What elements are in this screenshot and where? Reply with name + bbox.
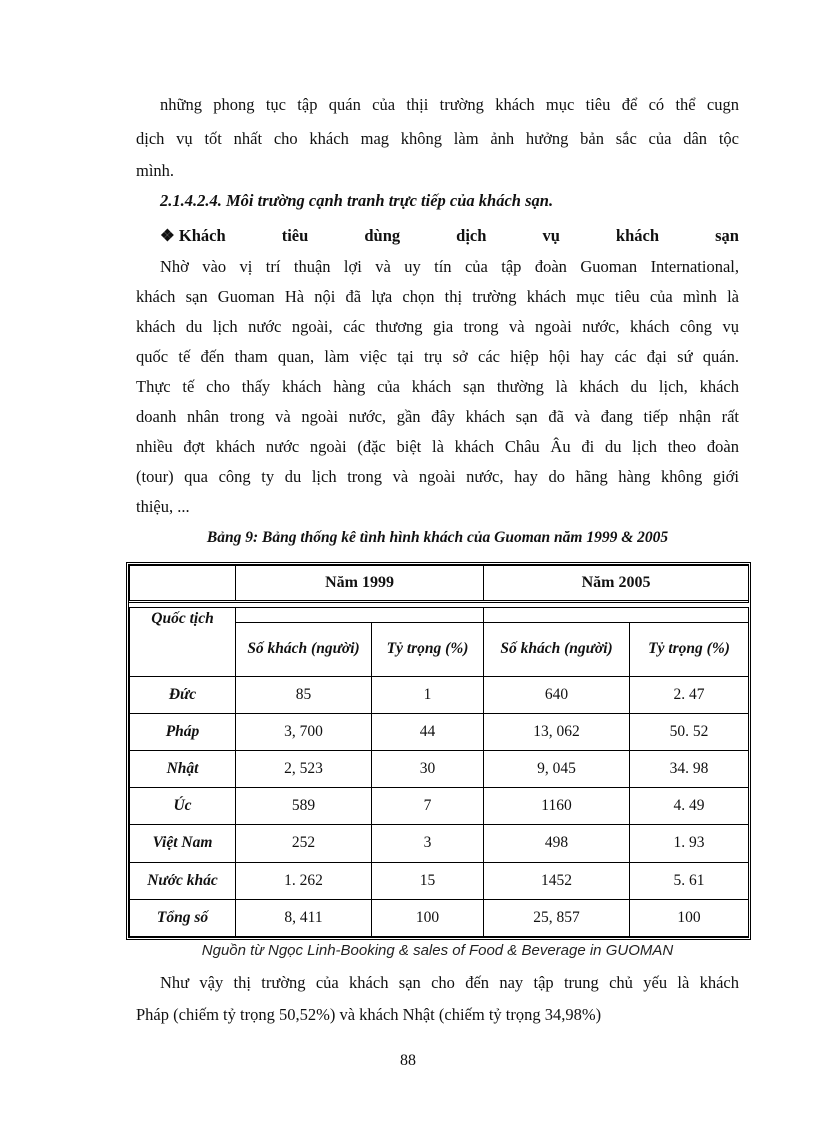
guests-1999-cell: 3, 700	[236, 713, 372, 750]
table-row	[130, 788, 749, 825]
paragraph2-line-5: Thực tế cho thấy khách hàng của khách sạn thường là khách du lịch, khách	[136, 377, 739, 396]
share-1999-cell: 30	[372, 750, 484, 787]
share-2005-cell: 5. 61	[630, 862, 749, 899]
bullet-word-5: vụ	[542, 226, 560, 245]
table-blank-row	[130, 608, 749, 623]
paragraph2-line-2: khách sạn Guoman Hà nội đã lựa chọn thị trường khách mục tiêu của mình là	[136, 287, 739, 306]
paragraph2-line-6: doanh nhân trong và ngoài nước, gần đây khách sạn đã và đang tiếp nhận rất	[136, 407, 739, 426]
share-2005-cell: 4. 49	[630, 788, 749, 825]
guests-1999-cell: 85	[236, 676, 372, 713]
paragraph3-line-1: Như vậy thị trường của khách sạn cho đến nay tập trung chủ yếu là khách	[160, 973, 739, 992]
page-number: 88	[400, 1052, 416, 1069]
section-heading: 2.1.4.2.4. Môi trường cạnh tranh trực tiếp của khách sạn.	[160, 191, 554, 210]
guests-2005-cell: 1452	[484, 862, 630, 899]
paragraph1-line-1: những phong tục tập quán của thịi trường khách mục tiêu để có thể cugn	[160, 95, 739, 114]
guests-2005-cell: 1160	[484, 788, 630, 825]
guests-1999-cell: 252	[236, 825, 372, 862]
share-2005-cell: 50. 52	[630, 713, 749, 750]
share-2005-cell: 34. 98	[630, 750, 749, 787]
country-cell: Pháp	[130, 713, 236, 750]
guests-1999-cell: 1. 262	[236, 862, 372, 899]
bullet-word-3: dùng	[364, 226, 401, 245]
statistics-table	[126, 562, 751, 940]
paragraph2-line-7: nhiều đợt khách nước ngoài (đặc biệt là khách Châu Âu đi du lịch theo đoàn	[136, 437, 739, 456]
bullet-heading	[160, 221, 739, 251]
bullet-word-6: khách	[615, 226, 660, 245]
paragraph2-line-4: quốc tế đến tham quan, làm việc tại trụ sở các hiệp hội hay các đại sứ quán.	[136, 347, 739, 366]
bullet-word-2: tiêu	[281, 226, 309, 245]
guests-2005-cell: 498	[484, 825, 630, 862]
guests-2005-cell: 25, 857	[484, 899, 630, 936]
table-row	[130, 713, 749, 750]
table-row	[130, 825, 749, 862]
country-cell: Nước khác	[130, 862, 236, 899]
table-row	[130, 750, 749, 787]
share-2005-cell: 100	[630, 899, 749, 936]
table-source: Nguồn từ Ngọc Linh-Booking & sales of Food & Beverage in GUOMAN	[201, 942, 674, 959]
table-year-header-row	[130, 566, 749, 602]
paragraph1-line-2: dịch vụ tốt nhất cho khách mag không làm ảnh hưởng bản sắc của dân tộc	[136, 129, 739, 148]
share-1999-cell: 15	[372, 862, 484, 899]
guests-2005-cell: 640	[484, 676, 630, 713]
guests-2005-cell: 13, 062	[484, 713, 630, 750]
paragraph2-line-9: thiệu, ...	[136, 497, 190, 516]
diamond-bullet-icon: ❖	[160, 226, 175, 245]
table-row	[130, 676, 749, 713]
col-guests-2005: Số khách (người)	[484, 623, 630, 676]
guests-2005-cell: 9, 045	[484, 750, 630, 787]
paragraph1-line-3: mình.	[136, 161, 175, 180]
paragraph2-line-1: Nhờ vào vị trí thuận lợi và uy tín của tập đoàn Guoman International,	[160, 257, 739, 276]
country-cell: Nhật	[130, 750, 236, 787]
share-2005-cell: 2. 47	[630, 676, 749, 713]
share-1999-cell: 1	[372, 676, 484, 713]
table-caption: Bảng 9: Bảng thống kê tình hình khách của Guoman năm 1999 & 2005	[206, 529, 669, 546]
col-share-2005: Tỷ trọng (%)	[630, 623, 749, 676]
share-1999-cell: 44	[372, 713, 484, 750]
table-corner-cell	[130, 566, 236, 602]
guests-1999-cell: 589	[236, 788, 372, 825]
paragraph2-line-3: khách du lịch nước ngoài, các thương gia trong và ngoài nước, khách công vụ	[136, 317, 739, 336]
col-guests-1999: Số khách (người)	[236, 623, 372, 676]
paragraph3-line-2: Pháp (chiếm tỷ trọng 50,52%) và khách Nhật (chiếm tỷ trọng 34,98%)	[136, 1005, 602, 1024]
share-1999-cell: 3	[372, 825, 484, 862]
col-share-1999: Tỷ trọng (%)	[372, 623, 484, 676]
share-1999-cell: 100	[372, 899, 484, 936]
share-1999-cell: 7	[372, 788, 484, 825]
table-row	[130, 899, 749, 936]
country-cell: Tổng số	[130, 899, 236, 936]
bullet-word-4: dịch	[456, 226, 487, 245]
row-header-country: Quốc tịch	[130, 608, 236, 676]
table-row	[130, 862, 749, 899]
country-cell: Đức	[130, 676, 236, 713]
share-2005-cell: 1. 93	[630, 825, 749, 862]
bullet-word-1: ❖ Khách	[160, 226, 226, 245]
year-2005-header: Năm 2005	[484, 566, 749, 602]
paragraph2-line-8: (tour) qua công ty du lịch trong và ngoài nước, hay do hãng hàng không giới	[136, 467, 739, 486]
bullet-word-7: sạn	[715, 226, 739, 245]
guests-1999-cell: 8, 411	[236, 899, 372, 936]
guests-1999-cell: 2, 523	[236, 750, 372, 787]
year-1999-header: Năm 1999	[236, 566, 484, 602]
country-cell: Việt Nam	[130, 825, 236, 862]
country-cell: Úc	[130, 788, 236, 825]
